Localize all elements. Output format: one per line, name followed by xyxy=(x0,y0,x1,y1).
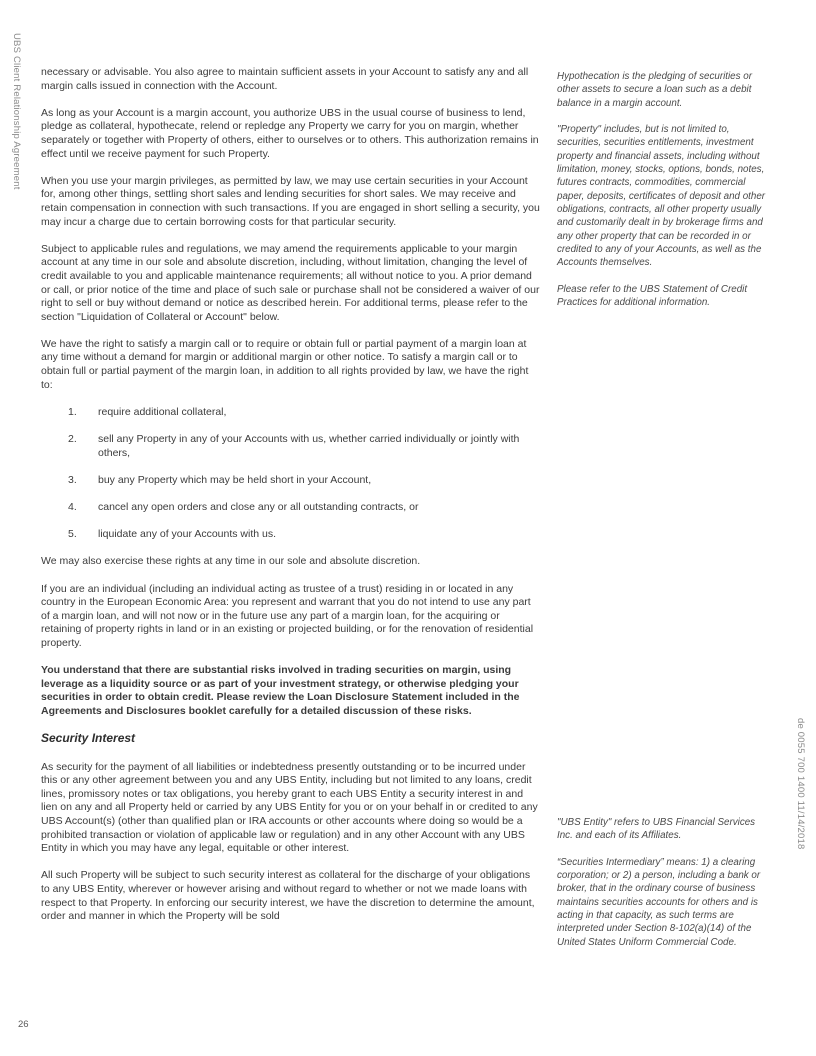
list-item-text: cancel any open orders and close any or all outstanding contracts, or xyxy=(98,501,419,513)
paragraph-risk-warning: You understand that there are substantial risks involved in trading securities on margin, using leverage as a liquidity source or as part of your investment strategy, or otherwise pledging your securities in order to obtain credit. Please review the Loan Disclosure Statement included in the Agreements and Disclosures booklet carefully for a detailed discussion of these risks. xyxy=(41,664,520,717)
paragraph-authorization: As long as your Account is a margin account, you authorize UBS in the usual course of business to lend, pledge as collateral, hypothecate, relend or repledge any Property we carry for you on margin, whether separately or together with Property of others, either to ourselves or to others. This authorization remains in effect until we receive payment for such Property. xyxy=(41,106,539,160)
section-heading-security-interest: Security Interest xyxy=(41,731,136,746)
list-item-number: 3. xyxy=(68,473,77,486)
list-item-number: 2. xyxy=(68,433,77,446)
paragraph-exercise-rights: We may also exercise these rights at any time in our sole and absolute discretion. xyxy=(41,555,421,568)
rights-numbered-list xyxy=(41,406,541,542)
paragraph-margin-calls: necessary or advisable. You also agree to maintain sufficient assets in your Account to satisfy any and all margin calls issued in connection with the Account. xyxy=(41,66,529,92)
main-text-column xyxy=(41,66,541,937)
list-item xyxy=(41,528,541,542)
right-margin-doc-code: de 0055 700 1400 11/14/2018 xyxy=(795,718,806,850)
list-item-number: 5. xyxy=(68,528,77,541)
list-item-number: 1. xyxy=(68,405,77,418)
paragraph-margin-privileges: When you use your margin privileges, as permitted by law, we may use certain securities in your Account for, among other things, settling short sales and lending securities for short sales. We may receive and retain compensation in connection with such transactions. If you are engaged in short selling a security, you may incur a charge due to certain borrowing costs for that particular security. xyxy=(41,174,540,228)
note-hypothecation: Hypothecation is the pledging of securities or other assets to secure a loan such as a debit balance in a margin account. xyxy=(557,71,752,109)
margin-notes-bottom xyxy=(557,816,769,962)
list-item-text: liquidate any of your Accounts with us. xyxy=(98,528,277,541)
note-securities-intermediary-definition: “Securities Intermediary” means: 1) a clearing corporation; or 2) a person, including a bank or broker, that in the ordinary course of business maintains securities accounts for others and is acting in that capacity, as such terms are interpreted under Section 8-102(a)(14) of the United States Uniform Commercial Code. xyxy=(557,856,761,948)
paragraph-margin-call-rights: We have the right to satisfy a margin call or to require or obtain full or partial payment of a margin loan at any time without a demand for margin or additional margin or other notice. To satisfy a margin call or to obtain full or partial payment of the margin loan, in addition to all rights provided by law, we have the right to: xyxy=(41,337,529,391)
margin-notes-top xyxy=(557,70,769,323)
list-item-text: sell any Property in any of your Accounts with us, whether carried individually or jointly with others, xyxy=(98,433,520,459)
paragraph-eea-representation: If you are an individual (including an individual acting as trustee of a trust) residing in or located in any country in the European Economic Area: you represent and warrant that you do not intend to use any part of a margin loan, and will not now or in the future use any part of a margin loan, for the acquiring or retaining of property rights in land or in an existing or projected building, or for the renovation of residential property. xyxy=(41,582,534,649)
list-item-number: 4. xyxy=(68,501,77,513)
list-item xyxy=(41,406,541,420)
page-number: 26 xyxy=(18,1019,29,1030)
list-item-text: require additional collateral, xyxy=(98,405,227,418)
paragraph-collateral-discharge: All such Property will be subject to such security interest as collateral for the discharge of your obligations to any UBS Entity, wherever or however arising and without regard to whether or not we made loans with respect to that Property. In enforcing our security interest, we have the discretion to determine the amount, order and manner in which the Property will be sold xyxy=(41,869,535,923)
list-item xyxy=(41,433,541,460)
note-property-definition: "Property" includes, but is not limited to, securities, securities entitlements, investment property and financial assets, including without limitation, money, stocks, options, bonds, notes, futures contracts, commodities, commercial paper, deposits, certificates of deposit and other obligations, contracts, all other property usually and customarily dealt in by brokerage firms and any other property that can be recorded in or credited to any of your Accounts, as well as the Accounts themselves. xyxy=(557,124,766,269)
left-margin-label: UBS Client Relationship Agreement xyxy=(11,33,22,190)
list-item xyxy=(41,501,541,515)
paragraph-security-interest-grant: As security for the payment of all liabilities or indebtedness presently outstanding or to be incurred under this or any other agreement between you and any UBS Entity, including but not limited to any loans, credit lines, promissory notes or tax obligations, you hereby grant to each UBS Entity a security interest in and lien on any and all Property held or carried by any UBS Entity for you or on your behalf in or credited to any UBS Account(s) (other than qualified plan or IRA accounts or other accounts where doing so would be a prohibited transaction or violation of applicable law or regulation) and in any other Account with any UBS Entity in which you may have any legal, equitable or other interest. xyxy=(41,760,538,855)
note-credit-practices: Please refer to the UBS Statement of Credit Practices for additional information. xyxy=(557,283,748,309)
paragraph-rules-regulations: Subject to applicable rules and regulations, we may amend the requirements applicable to your margin account at any time in our sole and absolute discretion, including, without limitation, changing the level of credit available to you and applicable maintenance requirements; all without notice to you. A prior demand or call, or prior notice of the time and place of such sale or purchase shall not be considered a waiver of our right to sell or buy without demand or notice as described herein. For additional terms, please refer to the section "Liquidation of Collateral or Account" below. xyxy=(41,242,540,323)
list-item xyxy=(41,474,541,488)
list-item-text: buy any Property which may be held short in your Account, xyxy=(98,473,372,486)
note-ubs-entity-definition: "UBS Entity" refers to UBS Financial Services Inc. and each of its Affiliates. xyxy=(557,817,756,842)
